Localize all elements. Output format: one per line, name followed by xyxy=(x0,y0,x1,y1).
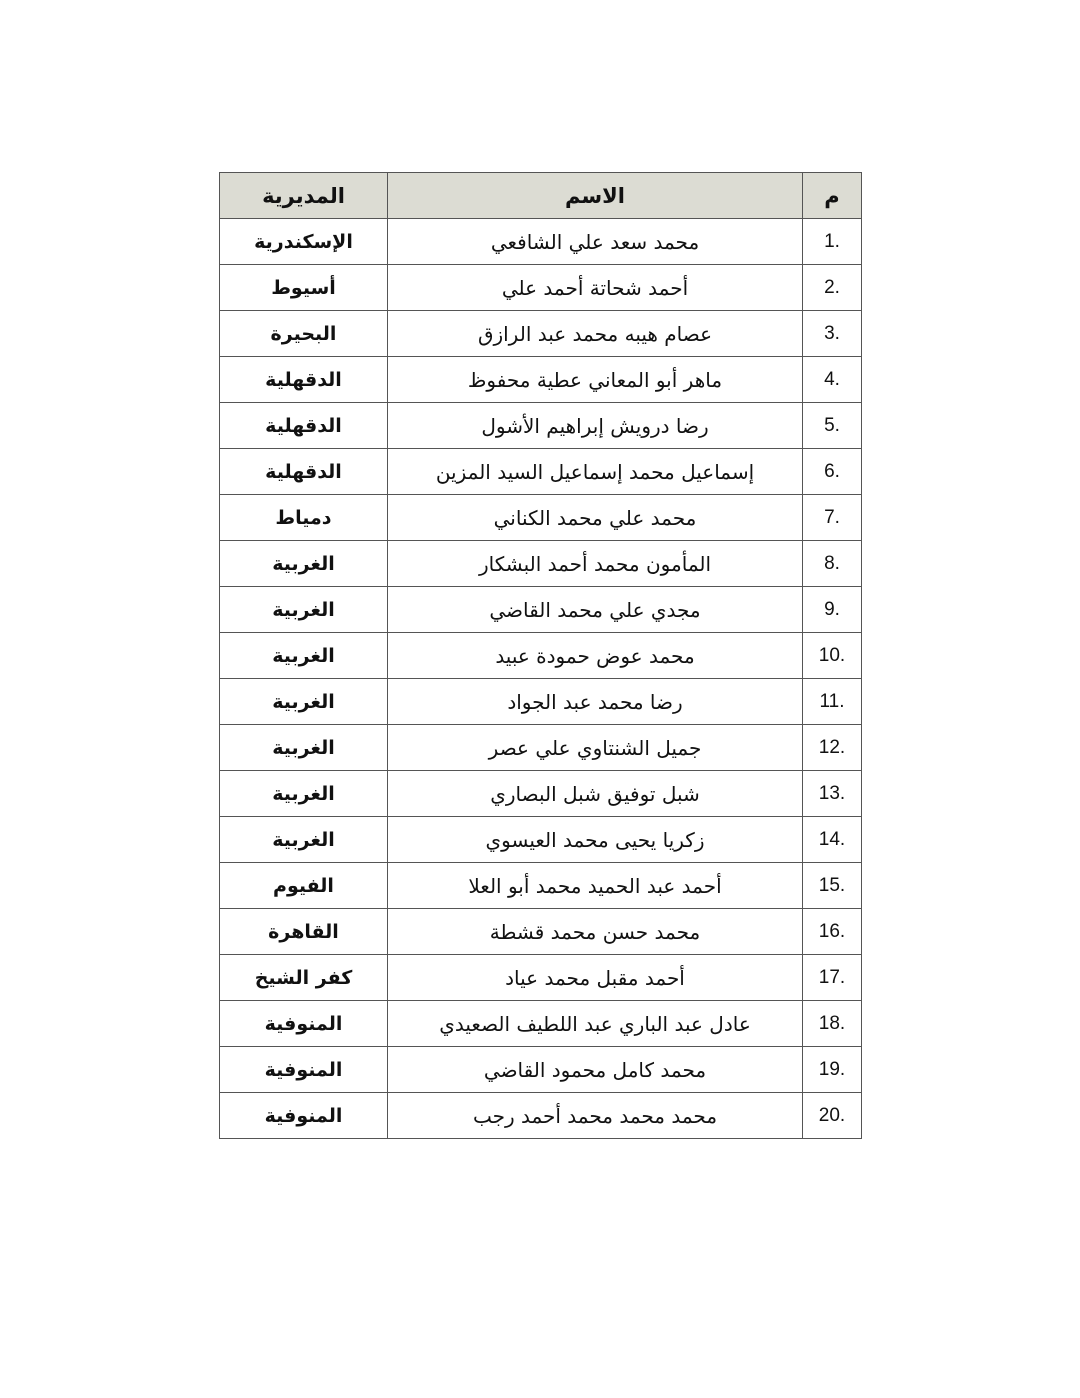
table-row xyxy=(220,541,862,587)
table-row xyxy=(220,955,862,1001)
header-number: م xyxy=(803,173,862,219)
row-number: 14. xyxy=(803,817,862,863)
row-directorate: الغربية xyxy=(220,633,388,679)
table-body xyxy=(220,219,862,1139)
row-name: محمد عوض حمودة عبيد xyxy=(388,633,803,679)
table-row xyxy=(220,265,862,311)
row-directorate: الدقهلية xyxy=(220,403,388,449)
row-name: جميل الشنتاوي علي عصر xyxy=(388,725,803,771)
row-number: 6. xyxy=(803,449,862,495)
row-number: 1. xyxy=(803,219,862,265)
row-directorate: الدقهلية xyxy=(220,357,388,403)
row-name: محمد حسن محمد قشطة xyxy=(388,909,803,955)
row-name: محمد علي محمد الكناني xyxy=(388,495,803,541)
row-number: 18. xyxy=(803,1001,862,1047)
header-name: الاسم xyxy=(388,173,803,219)
row-directorate: الدقهلية xyxy=(220,449,388,495)
row-name: عادل عبد الباري عبد اللطيف الصعيدي xyxy=(388,1001,803,1047)
table-row xyxy=(220,909,862,955)
row-name: عصام هيبه محمد عبد الرازق xyxy=(388,311,803,357)
row-number: 20. xyxy=(803,1093,862,1139)
row-number: 7. xyxy=(803,495,862,541)
row-directorate: البحيرة xyxy=(220,311,388,357)
document-page xyxy=(219,172,861,1139)
table-row xyxy=(220,1047,862,1093)
row-directorate: الغربية xyxy=(220,587,388,633)
row-name: أحمد عبد الحميد محمد أبو العلا xyxy=(388,863,803,909)
row-number: 10. xyxy=(803,633,862,679)
row-name: أحمد مقبل محمد عياد xyxy=(388,955,803,1001)
header-directorate: المديرية xyxy=(220,173,388,219)
row-directorate: الفيوم xyxy=(220,863,388,909)
row-name: محمد كامل محمود القاضي xyxy=(388,1047,803,1093)
table-row xyxy=(220,495,862,541)
row-number: 12. xyxy=(803,725,862,771)
table-row xyxy=(220,725,862,771)
row-number: 9. xyxy=(803,587,862,633)
row-directorate: كفر الشيخ xyxy=(220,955,388,1001)
row-number: 15. xyxy=(803,863,862,909)
table-row xyxy=(220,679,862,725)
table-row xyxy=(220,633,862,679)
table-row xyxy=(220,1001,862,1047)
row-directorate: الغربية xyxy=(220,541,388,587)
table-row xyxy=(220,357,862,403)
row-name: ماهر أبو المعاني عطية محفوظ xyxy=(388,357,803,403)
row-directorate: دمياط xyxy=(220,495,388,541)
row-name: محمد محمد محمد أحمد رجب xyxy=(388,1093,803,1139)
row-directorate: المنوفية xyxy=(220,1001,388,1047)
names-table xyxy=(219,172,862,1139)
row-number: 2. xyxy=(803,265,862,311)
row-directorate: المنوفية xyxy=(220,1093,388,1139)
row-number: 11. xyxy=(803,679,862,725)
table-row xyxy=(220,817,862,863)
table-row xyxy=(220,449,862,495)
row-number: 13. xyxy=(803,771,862,817)
row-number: 16. xyxy=(803,909,862,955)
row-directorate: الغربية xyxy=(220,725,388,771)
row-directorate: أسيوط xyxy=(220,265,388,311)
row-number: 4. xyxy=(803,357,862,403)
table-row xyxy=(220,863,862,909)
table-row xyxy=(220,311,862,357)
row-number: 8. xyxy=(803,541,862,587)
table-header-row xyxy=(220,173,862,219)
row-number: 5. xyxy=(803,403,862,449)
row-directorate: المنوفية xyxy=(220,1047,388,1093)
row-name: أحمد شحاتة أحمد علي xyxy=(388,265,803,311)
row-directorate: الإسكندرية xyxy=(220,219,388,265)
row-name: محمد سعد علي الشافعي xyxy=(388,219,803,265)
row-name: شبل توفيق شبل البصاري xyxy=(388,771,803,817)
row-name: رضا محمد عبد الجواد xyxy=(388,679,803,725)
row-directorate: الغربية xyxy=(220,771,388,817)
row-directorate: الغربية xyxy=(220,817,388,863)
row-name: إسماعيل محمد إسماعيل السيد المزين xyxy=(388,449,803,495)
row-name: المأمون محمد أحمد البشكار xyxy=(388,541,803,587)
row-number: 3. xyxy=(803,311,862,357)
row-name: رضا درويش إبراهيم الأشول xyxy=(388,403,803,449)
row-name: زكريا يحيى محمد العيسوي xyxy=(388,817,803,863)
table-row xyxy=(220,403,862,449)
row-name: مجدي علي محمد القاضي xyxy=(388,587,803,633)
row-number: 19. xyxy=(803,1047,862,1093)
row-directorate: القاهرة xyxy=(220,909,388,955)
table-row xyxy=(220,771,862,817)
table-row xyxy=(220,1093,862,1139)
row-number: 17. xyxy=(803,955,862,1001)
table-row xyxy=(220,219,862,265)
row-directorate: الغربية xyxy=(220,679,388,725)
table-row xyxy=(220,587,862,633)
